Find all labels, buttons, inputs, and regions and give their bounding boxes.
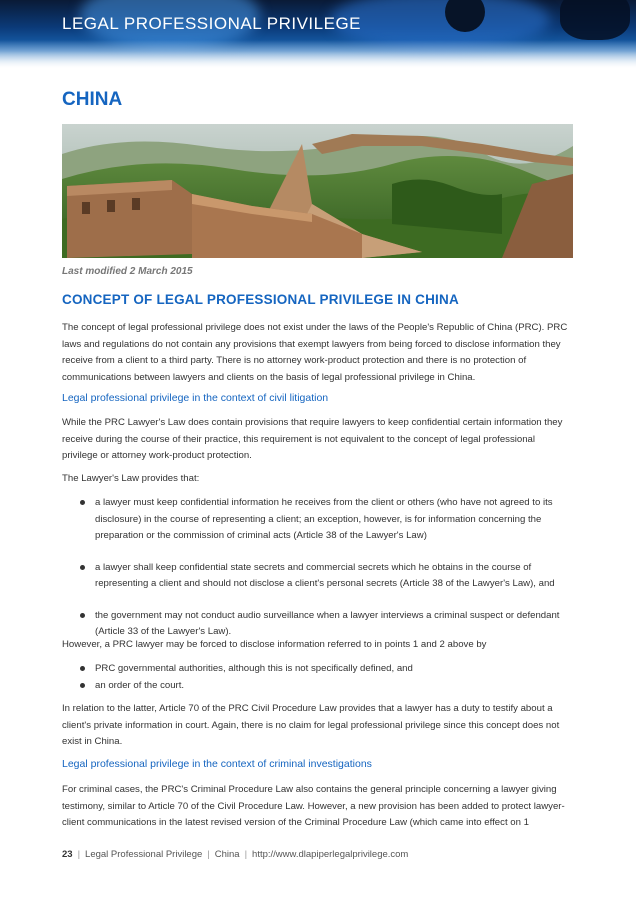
list-item-text: PRC governmental authorities, although this is not specifically defined, and [95,663,413,674]
list-item [78,678,572,695]
header-banner [0,0,636,68]
bullet-icon [80,683,85,688]
bullet-icon [80,666,85,671]
list-item [78,608,572,641]
footer-publication: Legal Professional Privilege [85,849,203,860]
list-item-text: a lawyer must keep confidential information he receives from the client or others (who have not agreed to its disclosure) in the course of representing a client; an exception, however, is for information concerning the preparation or the commission of criminal acts (Article 38 of the Lawyer's Law) [95,497,553,541]
criminal-investigations-heading: Legal professional privilege in the context of criminal investigations [62,758,372,770]
bullet-icon [80,613,85,618]
list-item [78,560,572,593]
forced-disclosure-list [78,661,572,694]
list-item-text: an order of the court. [95,679,185,691]
civil-litigation-heading: Legal professional privilege in the context of civil litigation [62,392,329,404]
last-modified: Last modified 2 March 2015 [62,266,193,277]
footer-url-link[interactable]: http://www.dlapiperlegalprivilege.com [252,849,409,860]
country-title: CHINA [62,89,123,110]
bullet-icon [80,565,85,570]
footer-country: China [214,849,240,860]
great-wall-photo [62,124,573,258]
list-item-text: the government may not conduct audio surveillance when a lawyer interviews a criminal suspect or defendant (Article 33 of the Lawyer's Law). [95,609,560,637]
however-paragraph: However, a PRC lawyer may be forced to disclose information referred to in points 1 and 2 above by [62,639,487,650]
bullet-icon [80,500,85,505]
great-wall-image [62,124,573,258]
banner-lamp-shape [560,0,630,40]
intro-paragraph: The concept of legal professional privilege does not exist under the laws of the People's Republic of China (PRC). PRC laws and regulations do not contain any provisions that exempt lawyers from being forced to disclose information they receive from a client to a third party. There is no attorney work-product protection and there is no protection of communications between lawyers and clients on the basis of legal professional privilege in China. [62,322,568,383]
header-title: LEGAL PROFESSIONAL PRIVILEGE [62,14,362,33]
footer-separator: | [207,849,210,860]
relation-paragraph: In relation to the latter, Article 70 of the PRC Civil Procedure Law provides that a lawyer has a duty to testify about a client's private information in court. Again, there is no claim for legal professional privilege since this concept does not exist in China. [62,703,560,747]
civil-paragraph: While the PRC Lawyer's Law does contain provisions that require lawyers to keep confidential certain information they receive during the course of their practice, this requirement is not equivalent to the concept of legal professional privilege or attorney work-product protection. [62,417,563,461]
criminal-paragraph: For criminal cases, the PRC's Criminal Procedure Law also contains the general principle concerning a lawyer giving testimony, similar to Article 70 of the Civil Procedure Law. However, a new provision has been added to protect lawyer-client communications in the latest revised version of the Criminal Procedure Law (which came into effect on 1 [62,784,565,828]
footer-separator: | [77,849,81,860]
list-item [78,495,572,545]
page-footer [62,849,408,860]
lawyers-law-intro: The Lawyer's Law provides that: [62,473,200,484]
section-title: CONCEPT OF LEGAL PROFESSIONAL PRIVILEGE IN CHINA [62,292,459,307]
page-number: 23 [62,849,73,860]
footer-separator: | [244,849,248,860]
lawyers-law-list [78,495,572,656]
list-item [78,661,572,678]
banner-fade [0,40,636,68]
list-item-text: a lawyer shall keep confidential state secrets and commercial secrets which he obtains in the course of representing a client and should not disclose a client's personal secrets (Article 38 of the Lawyer's Law), and [95,561,555,589]
